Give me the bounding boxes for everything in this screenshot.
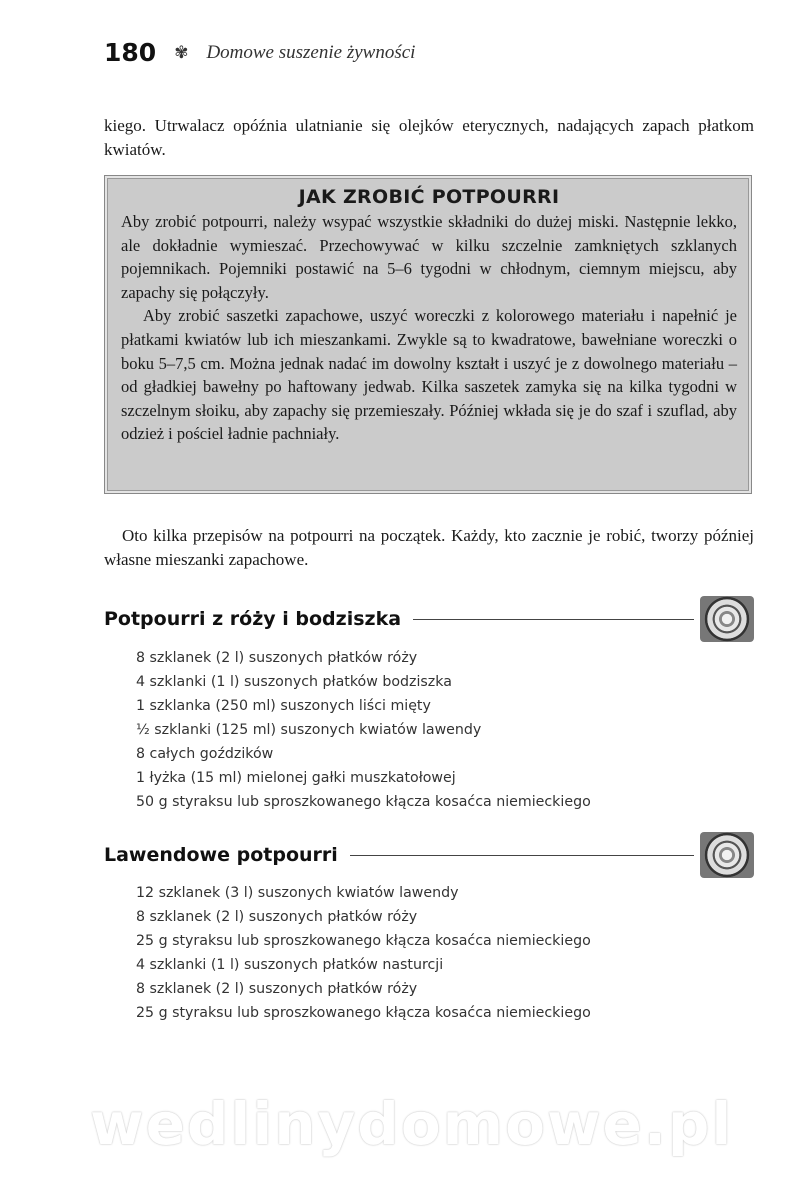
list-item: 25 g styraksu lub sproszkowanego kłącza kosaćca niemieckiego — [136, 1005, 591, 1021]
list-item: 50 g styraksu lub sproszkowanego kłącza kosaćca niemieckiego — [136, 794, 591, 810]
box-paragraph: Aby zrobić potpourri, należy wsypać wszystkie składniki do dużej miski. Następnie lekko, ale dokładnie wymieszać. Przechowywać w kilku szczelnie zamkniętych szklanych pojemnikach. Pojemniki postawić na 5–6 tygodni w chłodnym, ciemnym miejscu, aby zapachy się połączyły. — [121, 212, 737, 302]
heading-rule — [413, 619, 694, 620]
list-item: ½ szklanki (125 ml) suszonych kwiatów lawendy — [136, 722, 482, 738]
recipe-heading — [104, 832, 754, 878]
intro-paragraph: kiego. Utrwalacz opóźnia ulatnianie się olejków eterycznych, nadających zapach płatkom kwiatów. — [104, 116, 754, 159]
potpourri-info-box — [104, 175, 752, 494]
page-number: 180 — [104, 38, 157, 67]
list-item: 1 łyżka (15 ml) mielonej gałki muszkatołowej — [136, 770, 456, 786]
recipe-heading — [104, 596, 754, 642]
flower-ornament-icon: ✾ — [174, 42, 189, 62]
ingredient-list — [136, 881, 591, 1025]
list-item: 1 szklanka (250 ml) suszonych liści mięty — [136, 698, 431, 714]
recipe-title: Lawendowe potpourri — [104, 844, 338, 866]
watermark: wedlinydomowe.pl — [90, 1090, 734, 1158]
rose-icon — [700, 832, 754, 878]
running-title: Domowe suszenie żywności — [206, 41, 416, 63]
list-item: 12 szklanek (3 l) suszonych kwiatów lawendy — [136, 885, 459, 901]
list-item: 8 szklanek (2 l) suszonych płatków róży — [136, 909, 418, 925]
list-item: 4 szklanki (1 l) suszonych płatków bodziszka — [136, 674, 452, 690]
box-title: JAK ZROBIĆ POTPOURRI — [298, 186, 560, 208]
ingredient-list — [136, 646, 591, 814]
heading-rule — [350, 855, 694, 856]
recipe-title: Potpourri z róży i bodziszka — [104, 608, 402, 630]
list-item: 8 szklanek (2 l) suszonych płatków róży — [136, 650, 418, 666]
rose-icon — [700, 596, 754, 642]
list-item: 8 szklanek (2 l) suszonych płatków róży — [136, 981, 418, 997]
list-item: 25 g styraksu lub sproszkowanego kłącza kosaćca niemieckiego — [136, 933, 591, 949]
list-item: 4 szklanki (1 l) suszonych płatków nasturcji — [136, 957, 444, 973]
list-item: 8 całych goździków — [136, 746, 274, 762]
box-paragraph: Aby zrobić saszetki zapachowe, uszyć woreczki z kolorowego materiału i napełnić je płatkami kwiatów lub ich mieszankami. Zwykle są to kwadratowe, bawełniane woreczki o boku 5–7,5 cm. Można jednak nadać im dowolny kształt i uszyć je z dowolnego materiału – od gładkiej bawełny po haftowany jedwab. Kilka saszetek zamyka się na kilka tygodni w szczelnym słoiku, aby zapachy się przemieszały. Później wkłada się je do szaf i szuflad, aby odzież i pościel ładnie pachniały. — [121, 306, 737, 444]
page-header — [104, 38, 415, 67]
transition-paragraph: Oto kilka przepisów na potpourri na początek. Każdy, kto zacznie je robić, tworzy później własne mieszanki zapachowe. — [104, 526, 754, 569]
